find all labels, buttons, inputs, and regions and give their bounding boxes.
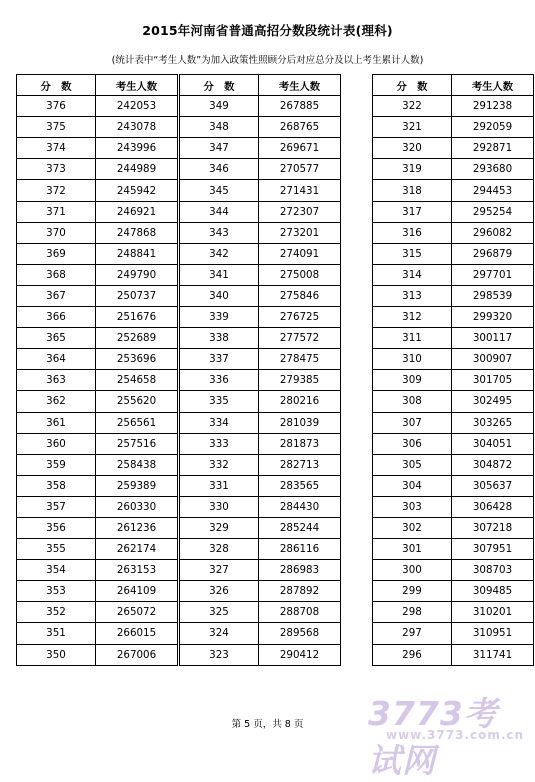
table-row <box>180 180 341 201</box>
count-cell: 245942 <box>96 180 178 201</box>
score-cell: 350 <box>17 644 96 665</box>
score-cell: 298 <box>373 602 452 623</box>
table-row <box>373 623 534 644</box>
count-cell: 294453 <box>452 180 534 201</box>
table-row <box>17 370 178 391</box>
table-row <box>17 285 178 306</box>
count-cell: 303265 <box>452 412 534 433</box>
count-cell: 258438 <box>96 454 178 475</box>
count-cell: 298539 <box>452 285 534 306</box>
count-cell: 304872 <box>452 454 534 475</box>
score-cell: 297 <box>373 623 452 644</box>
table-row <box>373 307 534 328</box>
page-footer: 第 5 页，共 8 页 <box>231 719 304 730</box>
score-cell: 375 <box>17 117 96 138</box>
score-cell: 325 <box>180 602 259 623</box>
score-cell: 299 <box>373 581 452 602</box>
table-row <box>17 138 178 159</box>
count-cell: 284430 <box>259 496 341 517</box>
table-row <box>373 454 534 475</box>
score-cell: 359 <box>17 454 96 475</box>
table-row <box>373 264 534 285</box>
table-row <box>17 475 178 496</box>
table-row <box>17 623 178 644</box>
count-cell: 265072 <box>96 602 178 623</box>
score-cell: 368 <box>17 264 96 285</box>
count-cell: 300117 <box>452 328 534 349</box>
table-row <box>180 623 341 644</box>
score-cell: 324 <box>180 623 259 644</box>
score-cell: 310 <box>373 349 452 370</box>
table-row <box>373 349 534 370</box>
score-cell: 376 <box>17 96 96 117</box>
count-cell: 296082 <box>452 222 534 243</box>
table-row <box>180 560 341 581</box>
count-cell: 307951 <box>452 539 534 560</box>
table-row <box>17 117 178 138</box>
score-cell: 330 <box>180 496 259 517</box>
count-cell: 295254 <box>452 201 534 222</box>
score-cell: 374 <box>17 138 96 159</box>
table-row <box>180 96 341 117</box>
table-row <box>17 644 178 665</box>
count-cell: 256561 <box>96 412 178 433</box>
count-cell: 259389 <box>96 475 178 496</box>
score-cell: 332 <box>180 454 259 475</box>
table-row <box>373 201 534 222</box>
score-cell: 341 <box>180 264 259 285</box>
table-row <box>373 475 534 496</box>
count-cell: 263153 <box>96 560 178 581</box>
table-row <box>180 307 341 328</box>
score-cell: 312 <box>373 307 452 328</box>
count-cell: 257516 <box>96 433 178 454</box>
score-cell: 352 <box>17 602 96 623</box>
score-cell: 326 <box>180 581 259 602</box>
count-cell: 268765 <box>259 117 341 138</box>
table-row <box>17 412 178 433</box>
count-cell: 267006 <box>96 644 178 665</box>
count-cell: 272307 <box>259 201 341 222</box>
count-cell: 244989 <box>96 159 178 180</box>
score-cell: 366 <box>17 307 96 328</box>
score-cell: 322 <box>373 96 452 117</box>
watermark-url: www.3773.com.cn <box>386 728 525 742</box>
count-cell: 285244 <box>259 517 341 538</box>
table-row <box>180 264 341 285</box>
table-row <box>373 243 534 264</box>
count-cell: 287892 <box>259 581 341 602</box>
score-cell: 328 <box>180 539 259 560</box>
count-cell: 286983 <box>259 560 341 581</box>
table-row <box>373 96 534 117</box>
table-row <box>17 602 178 623</box>
count-cell: 288708 <box>259 602 341 623</box>
count-cell: 309485 <box>452 581 534 602</box>
table-row <box>180 222 341 243</box>
count-cell: 260330 <box>96 496 178 517</box>
table-row <box>180 496 341 517</box>
score-cell: 313 <box>373 285 452 306</box>
score-cell: 338 <box>180 328 259 349</box>
score-cell: 320 <box>373 138 452 159</box>
table-row <box>373 560 534 581</box>
count-cell: 302495 <box>452 391 534 412</box>
score-cell: 344 <box>180 201 259 222</box>
table-row <box>17 581 178 602</box>
count-cell: 254658 <box>96 370 178 391</box>
score-cell: 337 <box>180 349 259 370</box>
count-cell: 310201 <box>452 602 534 623</box>
table-row <box>180 243 341 264</box>
table-row <box>373 138 534 159</box>
score-cell: 367 <box>17 285 96 306</box>
score-column-header: 分 数 <box>17 75 96 96</box>
table-row <box>373 222 534 243</box>
score-cell: 333 <box>180 433 259 454</box>
table-row <box>180 475 341 496</box>
table-row <box>17 243 178 264</box>
score-cell: 311 <box>373 328 452 349</box>
count-cell: 266015 <box>96 623 178 644</box>
score-cell: 371 <box>17 201 96 222</box>
count-cell: 282713 <box>259 454 341 475</box>
count-cell: 276725 <box>259 307 341 328</box>
score-column-header: 分 数 <box>373 75 452 96</box>
table-row <box>17 349 178 370</box>
score-cell: 354 <box>17 560 96 581</box>
table-row <box>17 517 178 538</box>
page-title: 2015年河南省普通高招分数段统计表(理科) <box>142 23 393 38</box>
score-cell: 301 <box>373 539 452 560</box>
count-cell: 292871 <box>452 138 534 159</box>
score-column-header: 分 数 <box>180 75 259 96</box>
table-row <box>17 180 178 201</box>
table-row <box>373 159 534 180</box>
score-cell: 370 <box>17 222 96 243</box>
count-cell: 274091 <box>259 243 341 264</box>
count-cell: 300907 <box>452 349 534 370</box>
count-cell: 253696 <box>96 349 178 370</box>
table-row <box>373 539 534 560</box>
table-row <box>17 433 178 454</box>
count-cell: 252689 <box>96 328 178 349</box>
score-cell: 331 <box>180 475 259 496</box>
score-cell: 305 <box>373 454 452 475</box>
score-cell: 372 <box>17 180 96 201</box>
table-header-row <box>180 75 341 96</box>
score-cell: 304 <box>373 475 452 496</box>
table-row <box>373 517 534 538</box>
count-cell: 243996 <box>96 138 178 159</box>
count-cell: 301705 <box>452 370 534 391</box>
count-cell: 293680 <box>452 159 534 180</box>
table-row <box>180 328 341 349</box>
count-cell: 278475 <box>259 349 341 370</box>
count-cell: 242053 <box>96 96 178 117</box>
score-cell: 355 <box>17 539 96 560</box>
table-row <box>180 201 341 222</box>
score-cell: 362 <box>17 391 96 412</box>
score-cell: 317 <box>373 201 452 222</box>
count-cell: 281873 <box>259 433 341 454</box>
table-row <box>180 644 341 665</box>
count-cell: 286116 <box>259 539 341 560</box>
count-cell: 280216 <box>259 391 341 412</box>
score-cell: 349 <box>180 96 259 117</box>
table-row <box>17 201 178 222</box>
count-cell: 308703 <box>452 560 534 581</box>
count-cell: 299320 <box>452 307 534 328</box>
count-cell: 273201 <box>259 222 341 243</box>
watermark-logo-text: 3773考试网 <box>368 694 498 780</box>
table-row <box>17 307 178 328</box>
score-cell: 351 <box>17 623 96 644</box>
table-row <box>373 328 534 349</box>
score-cell: 356 <box>17 517 96 538</box>
count-cell: 243078 <box>96 117 178 138</box>
page-subtitle: (统计表中“考生人数”为加入政策性照顾分后对应总分及以上考生累计人数) <box>111 55 424 66</box>
count-cell: 270577 <box>259 159 341 180</box>
count-cell: 304051 <box>452 433 534 454</box>
score-cell: 353 <box>17 581 96 602</box>
count-cell: 306428 <box>452 496 534 517</box>
score-cell: 365 <box>17 328 96 349</box>
table-header-row <box>373 75 534 96</box>
count-cell: 251676 <box>96 307 178 328</box>
table-row <box>373 370 534 391</box>
count-cell: 310951 <box>452 623 534 644</box>
score-cell: 336 <box>180 370 259 391</box>
score-cell: 307 <box>373 412 452 433</box>
score-table-3 <box>372 74 534 666</box>
score-cell: 360 <box>17 433 96 454</box>
count-cell: 283565 <box>259 475 341 496</box>
table-row <box>17 159 178 180</box>
count-cell: 269671 <box>259 138 341 159</box>
count-cell: 264109 <box>96 581 178 602</box>
count-cell: 249790 <box>96 264 178 285</box>
score-cell: 329 <box>180 517 259 538</box>
score-cell: 319 <box>373 159 452 180</box>
score-cell: 316 <box>373 222 452 243</box>
count-cell: 305637 <box>452 475 534 496</box>
table-row <box>180 433 341 454</box>
table-row <box>17 391 178 412</box>
score-cell: 323 <box>180 644 259 665</box>
count-cell: 311741 <box>452 644 534 665</box>
count-cell: 307218 <box>452 517 534 538</box>
count-cell: 277572 <box>259 328 341 349</box>
table-row <box>17 328 178 349</box>
table-row <box>373 180 534 201</box>
count-cell: 297701 <box>452 264 534 285</box>
table-row <box>180 602 341 623</box>
site-watermark <box>360 688 530 780</box>
table-row <box>17 496 178 517</box>
score-cell: 300 <box>373 560 452 581</box>
score-cell: 335 <box>180 391 259 412</box>
score-cell: 303 <box>373 496 452 517</box>
score-cell: 347 <box>180 138 259 159</box>
table-row <box>180 285 341 306</box>
score-cell: 296 <box>373 644 452 665</box>
score-cell: 364 <box>17 349 96 370</box>
table-row <box>373 285 534 306</box>
table-row <box>180 539 341 560</box>
table-row <box>180 159 341 180</box>
count-cell: 246921 <box>96 201 178 222</box>
score-cell: 346 <box>180 159 259 180</box>
table-row <box>180 370 341 391</box>
table-row <box>373 117 534 138</box>
score-cell: 315 <box>373 243 452 264</box>
count-cell: 291238 <box>452 96 534 117</box>
table-header-row <box>17 75 178 96</box>
score-cell: 309 <box>373 370 452 391</box>
count-cell: 279385 <box>259 370 341 391</box>
count-cell: 255620 <box>96 391 178 412</box>
score-cell: 314 <box>373 264 452 285</box>
table-row <box>373 644 534 665</box>
score-cell: 345 <box>180 180 259 201</box>
count-cell: 250737 <box>96 285 178 306</box>
table-row <box>17 96 178 117</box>
score-cell: 302 <box>373 517 452 538</box>
table-row <box>180 138 341 159</box>
score-cell: 363 <box>17 370 96 391</box>
count-cell: 296879 <box>452 243 534 264</box>
count-column-header: 考生人数 <box>96 75 178 96</box>
table-row <box>180 117 341 138</box>
score-cell: 357 <box>17 496 96 517</box>
table-row <box>17 560 178 581</box>
score-cell: 373 <box>17 159 96 180</box>
table-row <box>180 581 341 602</box>
score-cell: 306 <box>373 433 452 454</box>
count-cell: 262174 <box>96 539 178 560</box>
score-cell: 339 <box>180 307 259 328</box>
count-cell: 247868 <box>96 222 178 243</box>
table-row <box>180 349 341 370</box>
table-row <box>373 433 534 454</box>
score-cell: 318 <box>373 180 452 201</box>
count-cell: 275008 <box>259 264 341 285</box>
score-cell: 361 <box>17 412 96 433</box>
table-row <box>180 454 341 475</box>
count-cell: 292059 <box>452 117 534 138</box>
table-row <box>17 264 178 285</box>
count-cell: 275846 <box>259 285 341 306</box>
count-cell: 248841 <box>96 243 178 264</box>
table-row <box>373 581 534 602</box>
count-cell: 271431 <box>259 180 341 201</box>
score-table-2 <box>179 74 341 666</box>
count-cell: 267885 <box>259 96 341 117</box>
table-row <box>373 602 534 623</box>
table-row <box>17 454 178 475</box>
table-row <box>17 539 178 560</box>
score-cell: 343 <box>180 222 259 243</box>
score-cell: 308 <box>373 391 452 412</box>
score-cell: 321 <box>373 117 452 138</box>
score-cell: 358 <box>17 475 96 496</box>
score-cell: 348 <box>180 117 259 138</box>
table-row <box>373 391 534 412</box>
table-row <box>17 222 178 243</box>
table-row <box>180 517 341 538</box>
table-row <box>373 496 534 517</box>
score-cell: 342 <box>180 243 259 264</box>
count-cell: 290412 <box>259 644 341 665</box>
score-cell: 340 <box>180 285 259 306</box>
score-cell: 334 <box>180 412 259 433</box>
count-cell: 289568 <box>259 623 341 644</box>
table-row <box>180 391 341 412</box>
score-table-1 <box>16 74 178 666</box>
count-cell: 281039 <box>259 412 341 433</box>
count-column-header: 考生人数 <box>452 75 534 96</box>
table-row <box>373 412 534 433</box>
score-cell: 369 <box>17 243 96 264</box>
count-cell: 261236 <box>96 517 178 538</box>
count-column-header: 考生人数 <box>259 75 341 96</box>
score-cell: 327 <box>180 560 259 581</box>
table-row <box>180 412 341 433</box>
